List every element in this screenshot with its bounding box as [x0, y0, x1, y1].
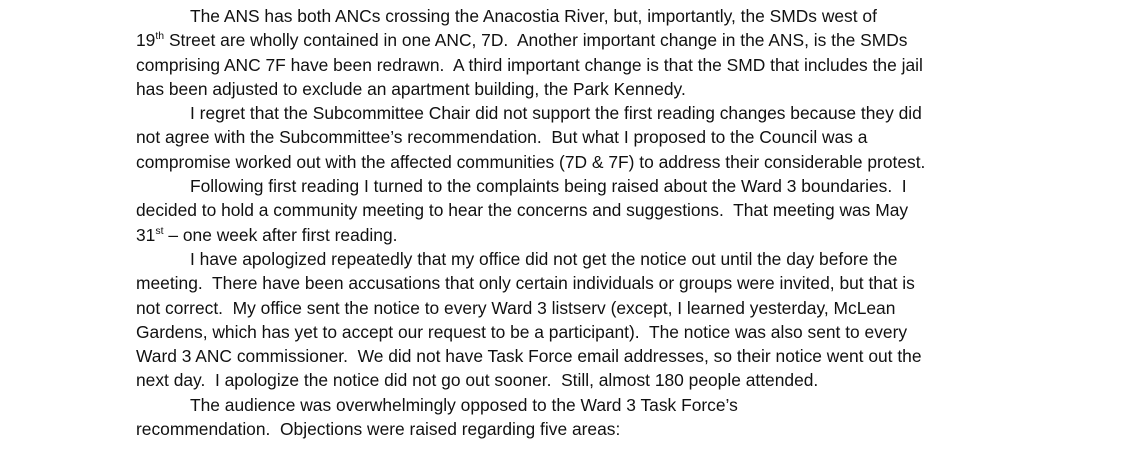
text-line: 31st – one week after first reading.	[136, 224, 398, 245]
text-line: Gardens, which has yet to accept our request to be a participant). The notice was also sent to every	[136, 321, 908, 342]
text-line: not correct. My office sent the notice to every Ward 3 listserv (except, I learned yesterday, McLean	[136, 297, 896, 318]
paragraph-subcommittee-regret	[136, 101, 1126, 174]
paragraph-community-meeting	[136, 174, 1126, 247]
text-line: Ward 3 ANC commissioner. We did not have Task Force email addresses, so their notice went out the	[136, 346, 922, 367]
text-line: The audience was overwhelmingly opposed to the Ward 3 Task Force’s	[190, 394, 738, 415]
text-line: comprising ANC 7F have been redrawn. A third important change is that the SMD that includes the jail	[136, 54, 923, 75]
text-line: compromise worked out with the affected communities (7D & 7F) to address their considerable protest.	[136, 151, 926, 172]
text-line: decided to hold a community meeting to hear the concerns and suggestions. That meeting was May	[136, 200, 909, 221]
ordinal-suffix: st	[155, 224, 164, 237]
text-line: next day. I apologize the notice did not go out sooner. Still, almost 180 people attended.	[136, 370, 819, 391]
document-body	[136, 4, 1126, 441]
paragraph-audience-objections	[136, 393, 1126, 442]
text-line: meeting. There have been accusations that only certain individuals or groups were invited, but that is	[136, 273, 915, 294]
paragraph-ans-changes	[136, 4, 1126, 101]
text-line: recommendation. Objections were raised regarding five areas:	[136, 419, 621, 440]
text-line: The ANS has both ANCs crossing the Anacostia River, but, importantly, the SMDs west of	[190, 6, 877, 26]
text-line: Following first reading I turned to the complaints being raised about the Ward 3 boundaries. I	[190, 176, 907, 197]
text-line: has been adjusted to exclude an apartment building, the Park Kennedy.	[136, 78, 686, 99]
text-line: I regret that the Subcommittee Chair did not support the first reading changes because they did	[190, 103, 922, 124]
ordinal-suffix: th	[155, 30, 165, 43]
text-line: I have apologized repeatedly that my office did not get the notice out until the day before the	[190, 248, 898, 269]
paragraph-notice-apology	[136, 247, 1126, 393]
text-line: not agree with the Subcommittee’s recommendation. But what I proposed to the Council was a	[136, 127, 868, 148]
text-line: 19th Street are wholly contained in one ANC, 7D. Another important change in the ANS, is the SMDs	[136, 30, 908, 51]
